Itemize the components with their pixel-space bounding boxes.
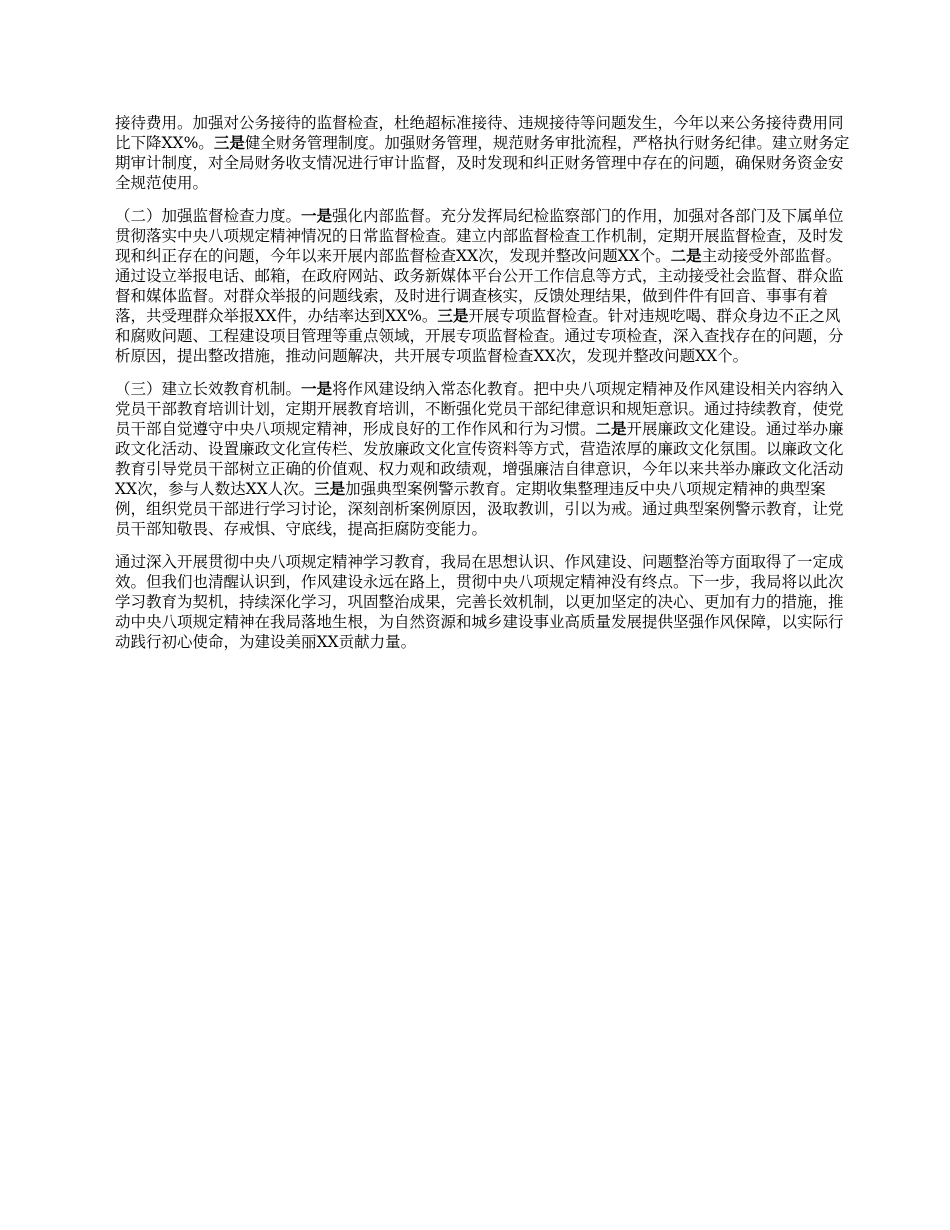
- bold-marker: 一是: [301, 206, 333, 225]
- text-segment: 强化内部监督。充分发挥局纪检监察部门的作用，加强对各部门及下属单位贯彻落实中央八项规定精神情况的日常监督检查。建立内部监督检查工作机制，定期开展监督检查，及时发现和纠正存在的问题，今年以来开展内部监督检查XX次，发现并整改问题XX个。: [115, 207, 844, 265]
- bold-marker: 二是: [670, 246, 702, 265]
- text-segment: （三）建立长效教育机制。: [115, 380, 302, 398]
- bold-marker: 一是: [301, 379, 333, 398]
- bold-marker: 二是: [595, 419, 627, 438]
- text-segment: 加强典型案例警示教育。定期收集整理违反中央八项规定精神的典型案例，组织党员干部进行学习讨论，深刻剖析案例原因，汲取教训，引以为戒。通过典型案例警示教育，让党员干部知敬畏、存戒惧、守底线，提高拒腐防变能力。: [115, 480, 844, 538]
- paragraph-supervision: [115, 206, 850, 366]
- paragraph-finance: [115, 113, 850, 193]
- text-segment: 主动接受外部监督。通过设立举报电话、邮箱，在政府网站、政务新媒体平台公开工作信息等方式，主动接受社会监督、群众监督和媒体监督。对群众举报的问题线索，及时进行调查核实，反馈处理结果，做到件件有回音、事事有着落，共受理群众举报XX件，办结率达到XX%。: [115, 247, 844, 325]
- bold-marker: 三是: [314, 479, 346, 498]
- document-page: [115, 113, 850, 665]
- text-segment: 将作风建设纳入常态化教育。把中央八项规定精神及作风建设相关内容纳入党员干部教育培训计划，定期开展教育培训，不断强化党员干部纪律意识和规矩意识。通过持续教育，使党员干部自觉遵守中央八项规定精神，形成良好的工作作风和行为习惯。: [115, 380, 844, 438]
- text-segment: （二）加强监督检查力度。: [115, 207, 302, 225]
- paragraph-conclusion: [115, 552, 850, 652]
- text-segment: 健全财务管理制度。加强财务管理，规范财务审批流程，严格执行财务纪律。建立财务定期审计制度，对全局财务收支情况进行审计监督，及时发现和纠正财务管理中存在的问题，确保财务资金安全规范使用。: [115, 134, 850, 192]
- text-segment: 开展廉政文化建设。通过举办廉政文化活动、设置廉政文化宣传栏、发放廉政文化宣传资料等方式，营造浓厚的廉政文化氛围。以廉政文化教育引导党员干部树立正确的价值观、权力观和政绩观，增强廉洁自律意识，今年以来共举办廉政文化活动XX次，参与人数达XX人次。: [115, 420, 844, 498]
- paragraph-education: [115, 379, 850, 539]
- bold-marker: 三是: [437, 306, 469, 325]
- text-segment: 接待费用。加强对公务接待的监督检查，杜绝超标准接待、违规接待等问题发生，今年以来公务接待费用同比下降XX%。: [115, 114, 844, 152]
- text-segment: 通过深入开展贯彻中央八项规定精神学习教育，我局在思想认识、作风建设、问题整治等方面取得了一定成效。但我们也清醒认识到，作风建设永远在路上，贯彻中央八项规定精神没有终点。下一步，我局将以此次学习教育为契机，持续深化学习，巩固整治成果，完善长效机制，以更加坚定的决心、更加有力的措施，推动中央八项规定精神在我局落地生根，为自然资源和城乡建设事业高质量发展提供坚强作风保障，以实际行动践行初心使命，为建设美丽XX贡献力量。: [115, 553, 844, 651]
- bold-marker: 三是: [213, 133, 245, 152]
- text-segment: 开展专项监督检查。针对违规吃喝、群众身边不正之风和腐败问题、工程建设项目管理等重点领域，开展专项监督检查。通过专项检查，深入查找存在的问题，分析原因，提出整改措施，推动问题解决，共开展专项监督检查XX次，发现并整改问题XX个。: [115, 307, 844, 365]
